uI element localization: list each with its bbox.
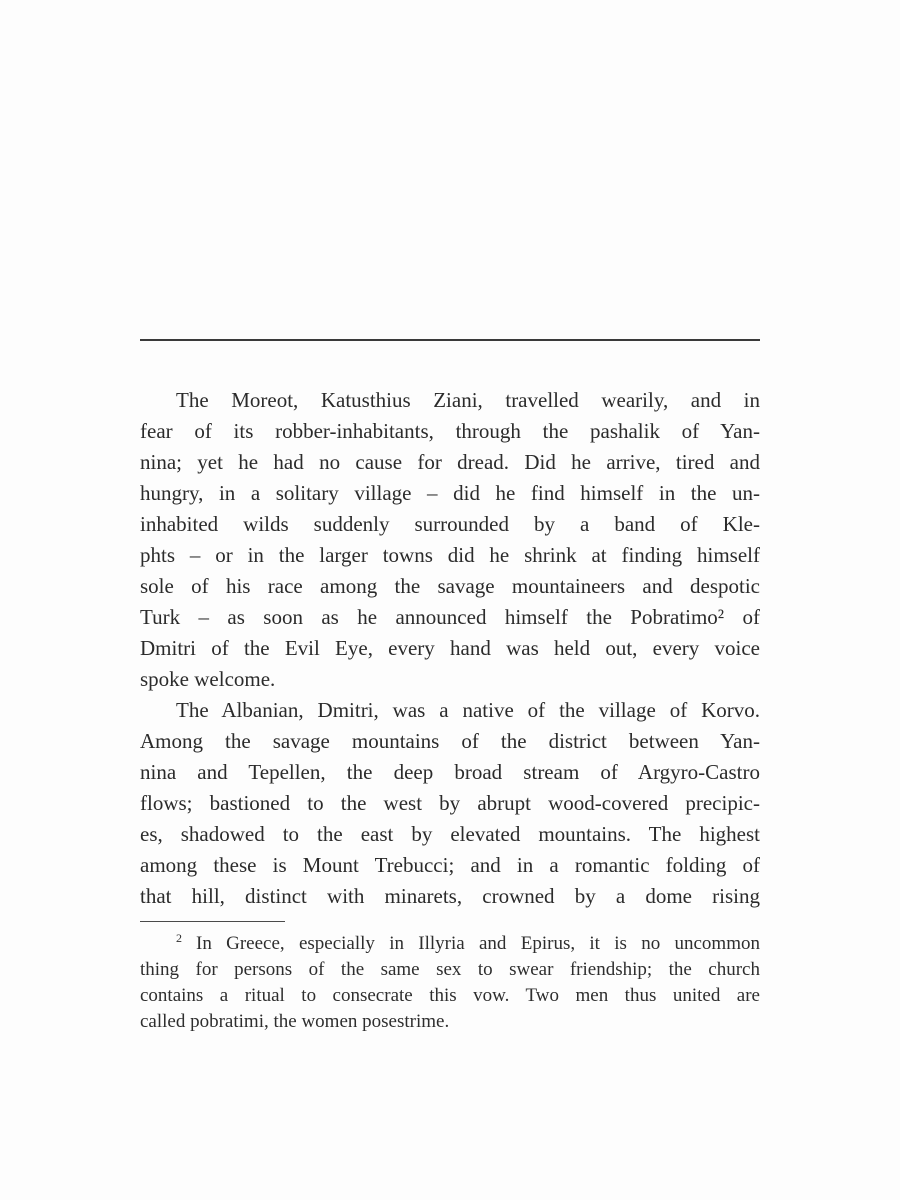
text-line: nina and Tepellen, the deep broad stream of Argyro-Castro	[140, 760, 760, 784]
text-line: $^2$ In Greece, especially in Illyria and Epirus, it is no uncommon	[176, 930, 760, 954]
text-line: Among the savage mountains of the district between Yan-	[140, 729, 760, 753]
text-line: es, shadowed to the east by elevated mountains. The highest	[140, 822, 760, 846]
paragraph	[140, 695, 760, 912]
text-line: nina; yet he had no cause for dread. Did he arrive, tired and	[140, 450, 760, 474]
paragraph	[140, 385, 760, 695]
text-line: The Moreot, Katusthius Ziani, travelled wearily, and in	[176, 388, 760, 412]
text-line: Turk – as soon as he announced himself the Pobratimo² of	[140, 605, 760, 629]
body-paragraphs	[140, 385, 760, 912]
text-line: sole of his race among the savage mountaineers and despotic	[140, 574, 760, 598]
text-line: called pobratimi, the women posestrime.	[140, 1011, 450, 1032]
text-line: inhabited wilds suddenly surrounded by a band of Kle-	[140, 512, 760, 536]
text-line: phts – or in the larger towns did he shrink at finding himself	[140, 543, 760, 567]
text-line: The Albanian, Dmitri, was a native of the village of Korvo.	[176, 698, 760, 722]
text-block	[140, 385, 760, 1035]
text-line: hungry, in a solitary village – did he find himself in the un-	[140, 481, 760, 505]
footnote-separator-rule	[140, 921, 285, 922]
text-line: thing for persons of the same sex to swear friendship; the church	[140, 959, 760, 980]
footnote-marker: 2	[176, 930, 182, 945]
footnote	[140, 931, 760, 1035]
text-line: fear of its robber-inhabitants, through the pashalik of Yan-	[140, 419, 760, 443]
text-line: Dmitri of the Evil Eye, every hand was held out, every voice	[140, 636, 760, 660]
text-line: flows; bastioned to the west by abrupt wood-covered precipic-	[140, 791, 760, 815]
text-line: spoke welcome.	[140, 667, 276, 691]
chapter-divider-rule	[140, 339, 760, 341]
text-line: among these is Mount Trebucci; and in a romantic folding of	[140, 853, 760, 877]
text-line: contains a ritual to consecrate this vow. Two men thus united are	[140, 985, 760, 1006]
text-line: that hill, distinct with minarets, crowned by a dome rising	[140, 884, 760, 908]
